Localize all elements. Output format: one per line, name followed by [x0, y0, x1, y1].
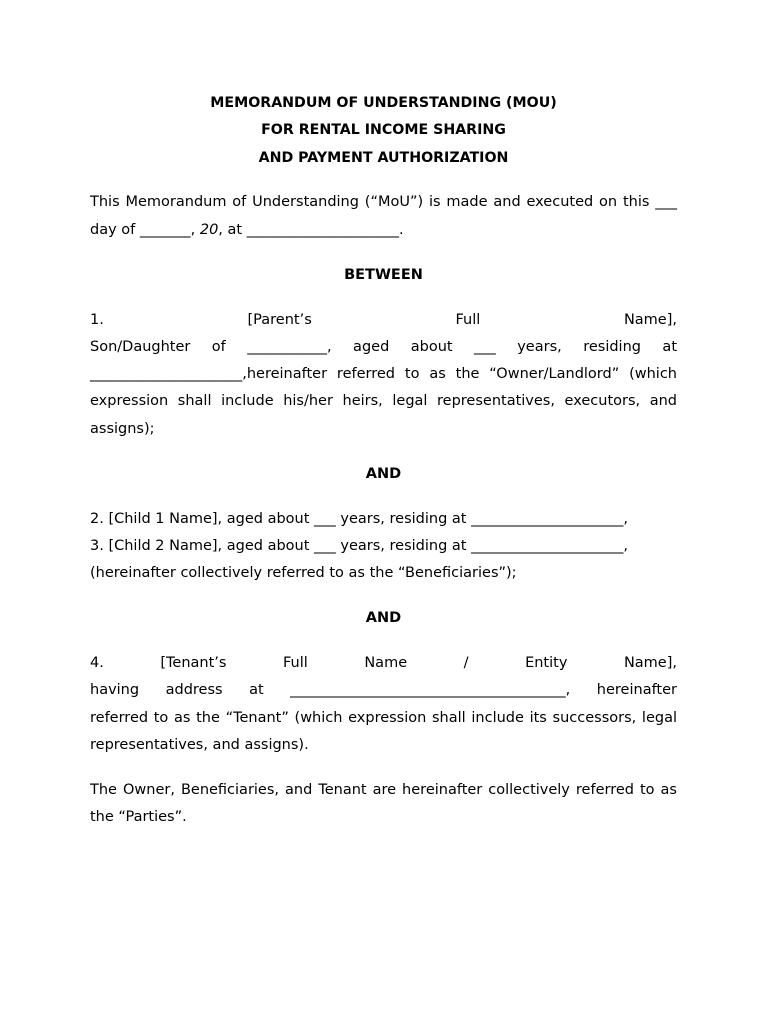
intro-year: 20: [199, 221, 219, 238]
party-tenant-line-1: 4. [Tenant’s Full Name / Entity Name],: [90, 654, 677, 671]
title-line-2: FOR RENTAL INCOME SHARING: [261, 122, 506, 139]
intro-text-part3: , at _____________________.: [218, 221, 404, 238]
party-owner-line-2: Son/Daughter of ___________, aged about ___ years, residing at: [90, 338, 677, 355]
intro-paragraph: [90, 189, 677, 244]
document-title: [90, 90, 677, 172]
party-tenant-line-2: having address at ______________________________________, hereinafter: [90, 682, 677, 699]
intro-text-part1: This Memorandum of Understanding (“MoU”) is made and executed on this ___ day of _______,: [90, 194, 677, 238]
child-1-line: 2. [Child 1 Name], aged about ___ years, residing at _____________________,: [90, 510, 628, 527]
beneficiaries-block: [90, 506, 677, 588]
title-line-1: MEMORANDUM OF UNDERSTANDING (MOU): [210, 95, 557, 111]
party-owner-rest: _____________________,hereinafter referred to as the “Owner/Landlord” (which expression shall include his/her heirs, legal representatives, executors, and assigns);: [90, 366, 677, 437]
and-heading-2: AND: [365, 610, 402, 627]
party-tenant-rest: referred to as the “Tenant” (which expression shall include its successors, legal representatives, and assigns).: [90, 709, 677, 753]
and-heading-1: AND: [365, 465, 402, 482]
document-page: [90, 90, 677, 831]
child-2-line: 3. [Child 2 Name], aged about ___ years, residing at _____________________,: [90, 537, 628, 554]
closing-paragraph: The Owner, Beneficiaries, and Tenant are hereinafter collectively referred to as the “Parties”.: [90, 781, 677, 825]
party-owner-paragraph: [90, 307, 677, 443]
beneficiaries-line: (hereinafter collectively referred to as the “Beneficiaries”);: [90, 565, 517, 582]
party-tenant-paragraph: [90, 650, 677, 759]
title-line-3: AND PAYMENT AUTHORIZATION: [258, 149, 509, 166]
party-owner-line-1: 1. [Parent’s Full Name],: [90, 311, 677, 328]
between-heading: BETWEEN: [344, 266, 423, 283]
